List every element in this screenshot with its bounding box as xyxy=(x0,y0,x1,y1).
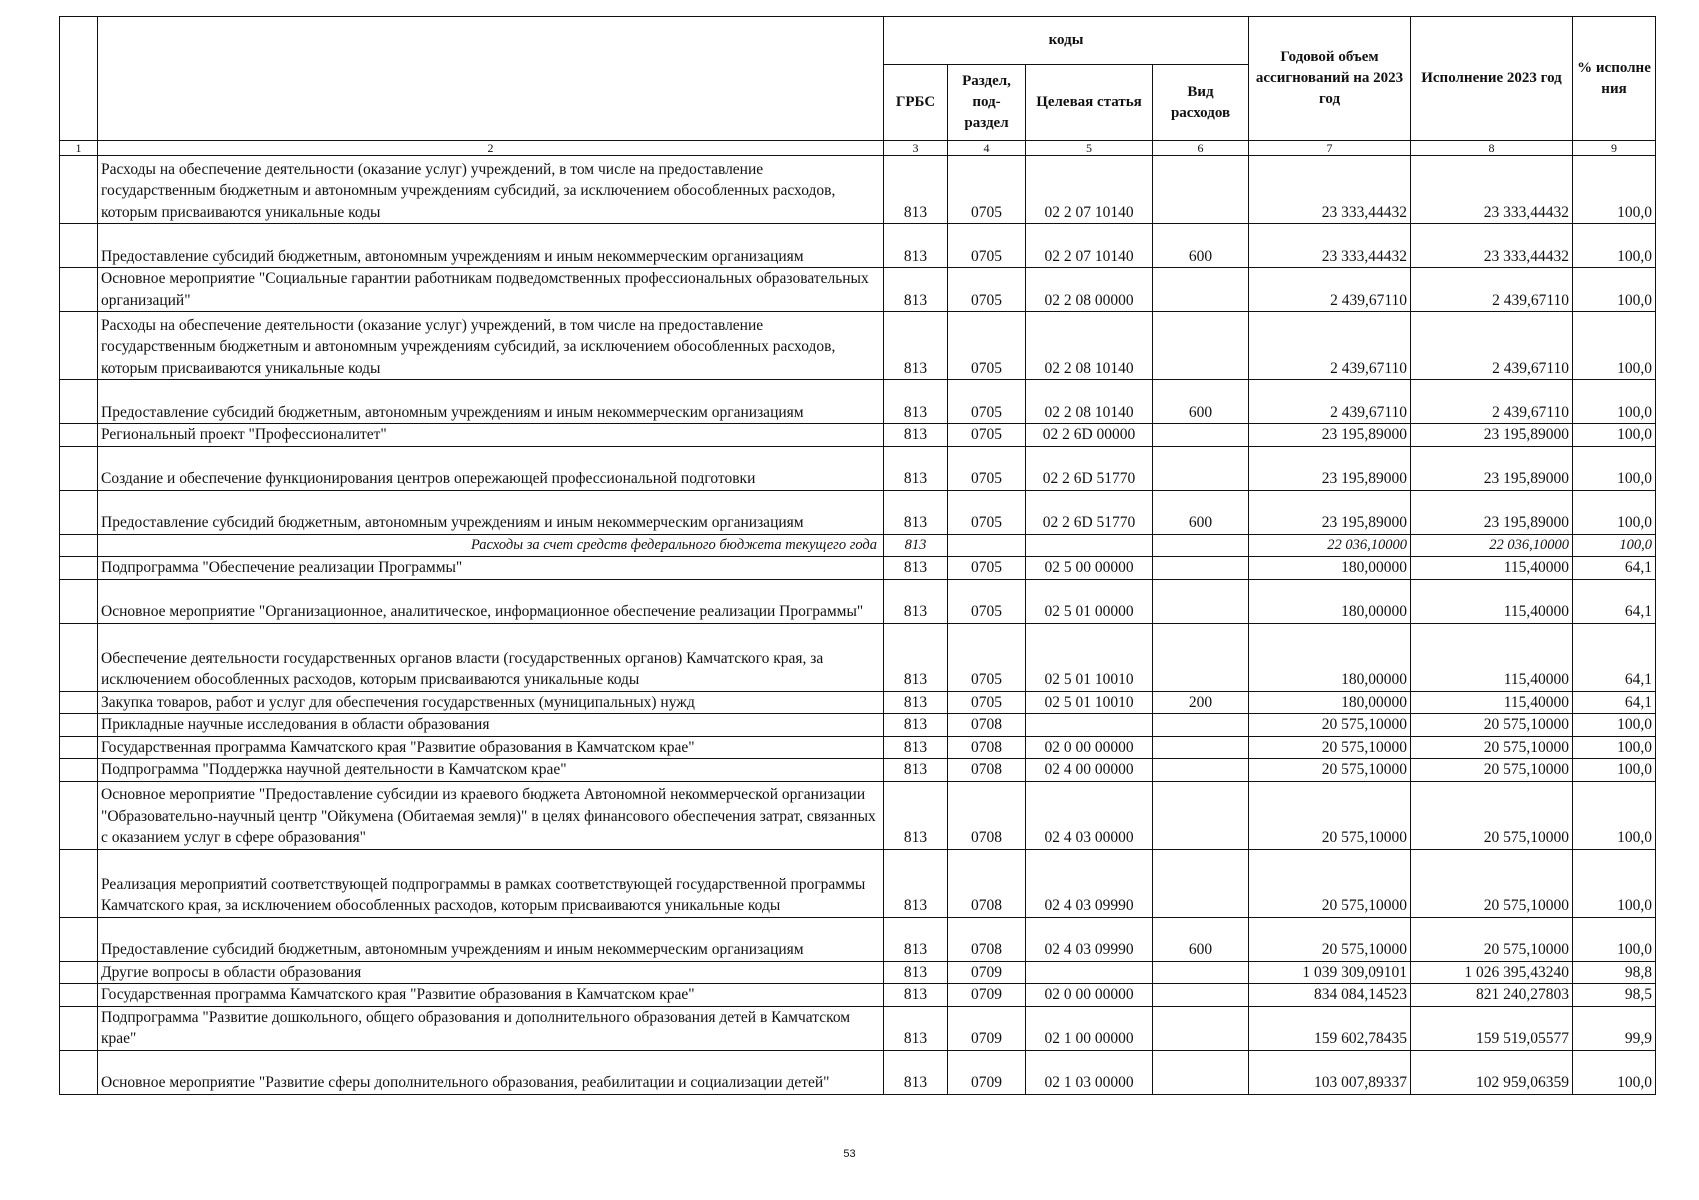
row-annual-cell: 2 439,67110 xyxy=(1249,312,1411,380)
row-percent-cell: 100,0 xyxy=(1573,224,1656,268)
row-percent-cell: 100,0 xyxy=(1573,424,1656,447)
row-expense-type-cell xyxy=(1153,312,1249,380)
row-section-cell: 0709 xyxy=(948,1006,1026,1050)
row-percent-cell: 100,0 xyxy=(1573,312,1656,380)
row-section-cell: 0708 xyxy=(948,917,1026,961)
row-target-cell: 02 2 08 10140 xyxy=(1026,312,1153,380)
row-index-cell xyxy=(60,1050,98,1094)
row-grbs-cell: 813 xyxy=(884,759,948,782)
row-name-cell: Предоставление субсидий бюджетным, автономным учреждениям и иным некоммерческим организациям xyxy=(98,224,884,268)
table-row xyxy=(60,714,1656,737)
row-grbs-cell: 813 xyxy=(884,961,948,984)
row-expense-type-cell: 600 xyxy=(1153,380,1249,424)
row-grbs-cell: 813 xyxy=(884,224,948,268)
row-section-cell: 0705 xyxy=(948,623,1026,691)
column-number: 9 xyxy=(1573,141,1656,156)
table-row xyxy=(60,156,1656,224)
row-percent-cell: 100,0 xyxy=(1573,490,1656,534)
row-target-cell: 02 4 03 09990 xyxy=(1026,849,1153,917)
row-section-cell: 0705 xyxy=(948,268,1026,312)
table-row xyxy=(60,736,1656,759)
row-execution-cell: 23 195,89000 xyxy=(1411,424,1573,447)
row-target-cell: 02 5 00 00000 xyxy=(1026,557,1153,580)
row-annual-cell: 20 575,10000 xyxy=(1249,759,1411,782)
row-expense-type-cell xyxy=(1153,849,1249,917)
row-expense-type-cell xyxy=(1153,759,1249,782)
row-section-cell: 0705 xyxy=(948,446,1026,490)
row-percent-cell: 64,1 xyxy=(1573,623,1656,691)
row-expense-type-cell: 600 xyxy=(1153,224,1249,268)
row-index-cell xyxy=(60,224,98,268)
row-name-cell: Основное мероприятие "Развитие сферы дополнительного образования, реабилитации и социализации детей" xyxy=(98,1050,884,1094)
row-percent-cell: 100,0 xyxy=(1573,380,1656,424)
table-row xyxy=(60,691,1656,714)
row-execution-cell: 23 195,89000 xyxy=(1411,446,1573,490)
row-expense-type-cell: 200 xyxy=(1153,691,1249,714)
row-execution-cell: 20 575,10000 xyxy=(1411,849,1573,917)
row-annual-cell: 180,00000 xyxy=(1249,579,1411,623)
row-grbs-cell: 813 xyxy=(884,781,948,849)
row-index-cell xyxy=(60,490,98,534)
row-execution-cell: 115,40000 xyxy=(1411,691,1573,714)
row-index-cell xyxy=(60,736,98,759)
row-percent-cell: 100,0 xyxy=(1573,917,1656,961)
table-row xyxy=(60,623,1656,691)
row-index-cell xyxy=(60,557,98,580)
row-grbs-cell: 813 xyxy=(884,446,948,490)
row-execution-cell: 115,40000 xyxy=(1411,623,1573,691)
row-name-cell: Реализация мероприятий соответствующей подпрограммы в рамках соответствующей государственной программы Камчатского края, за исключением обособленных расходов, которым присваиваются уникальные коды xyxy=(98,849,884,917)
row-grbs-cell: 813 xyxy=(884,579,948,623)
column-number: 8 xyxy=(1411,141,1573,156)
table-row xyxy=(60,446,1656,490)
row-target-cell: 02 2 07 10140 xyxy=(1026,156,1153,224)
row-execution-cell: 2 439,67110 xyxy=(1411,380,1573,424)
row-target-cell: 02 1 03 00000 xyxy=(1026,1050,1153,1094)
table-row xyxy=(60,490,1656,534)
row-name-cell: Расходы за счет средств федерального бюджета текущего года xyxy=(98,534,884,557)
header-annual: Годовой объем ассигнований на 2023 год xyxy=(1249,17,1411,141)
row-index-cell xyxy=(60,961,98,984)
row-expense-type-cell xyxy=(1153,1006,1249,1050)
row-name-cell: Подпрограмма "Обеспечение реализации Программы" xyxy=(98,557,884,580)
row-target-cell: 02 2 6D 51770 xyxy=(1026,446,1153,490)
table-row xyxy=(60,380,1656,424)
row-execution-cell: 115,40000 xyxy=(1411,557,1573,580)
row-annual-cell: 159 602,78435 xyxy=(1249,1006,1411,1050)
row-name-cell: Закупка товаров, работ и услуг для обеспечения государственных (муниципальных) нужд xyxy=(98,691,884,714)
header-target: Целевая статья xyxy=(1026,65,1153,141)
row-percent-cell: 100,0 xyxy=(1573,534,1656,557)
row-target-cell xyxy=(1026,534,1153,557)
row-index-cell xyxy=(60,917,98,961)
row-annual-cell: 103 007,89337 xyxy=(1249,1050,1411,1094)
row-execution-cell: 20 575,10000 xyxy=(1411,917,1573,961)
row-execution-cell: 20 575,10000 xyxy=(1411,759,1573,782)
row-section-cell: 0705 xyxy=(948,490,1026,534)
row-index-cell xyxy=(60,759,98,782)
row-expense-type-cell xyxy=(1153,268,1249,312)
row-section-cell: 0709 xyxy=(948,961,1026,984)
row-target-cell: 02 5 01 10010 xyxy=(1026,691,1153,714)
row-expense-type-cell: 600 xyxy=(1153,917,1249,961)
row-target-cell: 02 5 01 00000 xyxy=(1026,579,1153,623)
row-execution-cell: 2 439,67110 xyxy=(1411,312,1573,380)
row-target-cell: 02 2 07 10140 xyxy=(1026,224,1153,268)
row-expense-type-cell xyxy=(1153,446,1249,490)
row-target-cell: 02 5 01 10010 xyxy=(1026,623,1153,691)
row-index-cell xyxy=(60,156,98,224)
row-section-cell: 0705 xyxy=(948,424,1026,447)
budget-sheet xyxy=(59,16,1655,1095)
header-percent: % исполне ния xyxy=(1573,17,1656,141)
row-section-cell: 0705 xyxy=(948,691,1026,714)
row-execution-cell: 23 333,44432 xyxy=(1411,224,1573,268)
row-expense-type-cell xyxy=(1153,557,1249,580)
row-index-cell xyxy=(60,446,98,490)
row-percent-cell: 100,0 xyxy=(1573,1050,1656,1094)
row-name-cell: Подпрограмма "Поддержка научной деятельности в Камчатском крае" xyxy=(98,759,884,782)
column-number: 2 xyxy=(98,141,884,156)
row-target-cell: 02 4 00 00000 xyxy=(1026,759,1153,782)
row-grbs-cell: 813 xyxy=(884,424,948,447)
row-grbs-cell: 813 xyxy=(884,156,948,224)
header-execution: Исполнение 2023 год xyxy=(1411,17,1573,141)
row-grbs-cell: 813 xyxy=(884,917,948,961)
row-grbs-cell: 813 xyxy=(884,691,948,714)
row-percent-cell: 100,0 xyxy=(1573,781,1656,849)
row-annual-cell: 1 039 309,09101 xyxy=(1249,961,1411,984)
header-section: Раздел, под-раздел xyxy=(948,65,1026,141)
row-grbs-cell: 813 xyxy=(884,849,948,917)
row-percent-cell: 100,0 xyxy=(1573,156,1656,224)
row-section-cell: 0705 xyxy=(948,380,1026,424)
row-annual-cell: 23 333,44432 xyxy=(1249,224,1411,268)
row-target-cell xyxy=(1026,961,1153,984)
row-section-cell: 0705 xyxy=(948,156,1026,224)
row-percent-cell: 100,0 xyxy=(1573,736,1656,759)
row-grbs-cell: 813 xyxy=(884,268,948,312)
row-index-cell xyxy=(60,312,98,380)
column-number: 3 xyxy=(884,141,948,156)
row-name-cell: Другие вопросы в области образования xyxy=(98,961,884,984)
row-section-cell: 0705 xyxy=(948,579,1026,623)
row-section-cell: 0708 xyxy=(948,759,1026,782)
row-annual-cell: 180,00000 xyxy=(1249,691,1411,714)
row-expense-type-cell xyxy=(1153,781,1249,849)
row-target-cell: 02 4 03 09990 xyxy=(1026,917,1153,961)
row-expense-type-cell xyxy=(1153,156,1249,224)
row-target-cell: 02 2 08 10140 xyxy=(1026,380,1153,424)
row-percent-cell: 100,0 xyxy=(1573,759,1656,782)
row-name-cell: Подпрограмма "Развитие дошкольного, общего образования и дополнительного образования детей в Камчатском крае" xyxy=(98,1006,884,1050)
table-row xyxy=(60,424,1656,447)
row-annual-cell: 2 439,67110 xyxy=(1249,380,1411,424)
header-blank-name xyxy=(98,17,884,141)
row-execution-cell: 20 575,10000 xyxy=(1411,736,1573,759)
row-section-cell: 0705 xyxy=(948,224,1026,268)
row-annual-cell: 180,00000 xyxy=(1249,623,1411,691)
header-grbs: ГРБС xyxy=(884,65,948,141)
row-annual-cell: 23 195,89000 xyxy=(1249,424,1411,447)
row-expense-type-cell xyxy=(1153,623,1249,691)
row-index-cell xyxy=(60,691,98,714)
table-row xyxy=(60,312,1656,380)
row-execution-cell: 1 026 395,43240 xyxy=(1411,961,1573,984)
column-number: 5 xyxy=(1026,141,1153,156)
row-section-cell: 0708 xyxy=(948,781,1026,849)
table-row xyxy=(60,917,1656,961)
row-section-cell: 0708 xyxy=(948,714,1026,737)
row-section-cell: 0709 xyxy=(948,1050,1026,1094)
row-section-cell: 0708 xyxy=(948,736,1026,759)
row-grbs-cell: 813 xyxy=(884,623,948,691)
row-annual-cell: 20 575,10000 xyxy=(1249,714,1411,737)
row-annual-cell: 180,00000 xyxy=(1249,557,1411,580)
row-annual-cell: 834 084,14523 xyxy=(1249,984,1411,1007)
column-number: 6 xyxy=(1153,141,1249,156)
row-annual-cell: 20 575,10000 xyxy=(1249,781,1411,849)
row-execution-cell: 159 519,05577 xyxy=(1411,1006,1573,1050)
row-expense-type-cell xyxy=(1153,424,1249,447)
row-index-cell xyxy=(60,1006,98,1050)
row-target-cell: 02 4 03 00000 xyxy=(1026,781,1153,849)
row-execution-cell: 821 240,27803 xyxy=(1411,984,1573,1007)
row-index-cell xyxy=(60,781,98,849)
row-index-cell xyxy=(60,623,98,691)
row-name-cell: Основное мероприятие "Организационное, аналитическое, информационное обеспечение реализации Программы" xyxy=(98,579,884,623)
row-grbs-cell: 813 xyxy=(884,714,948,737)
table-row xyxy=(60,1006,1656,1050)
row-name-cell: Расходы на обеспечение деятельности (оказание услуг) учреждений, в том числе на предоставление государственным бюджетным и автономным учреждениям субсидий, за исключением обособленных расходов, которым присваиваются уникальные коды xyxy=(98,156,884,224)
row-percent-cell: 100,0 xyxy=(1573,446,1656,490)
page-number: 53 xyxy=(843,1148,856,1160)
row-name-cell: Основное мероприятие "Предоставление субсидии из краевого бюджета Автономной некоммерческой организации "Образовательно-научный центр "Ойкумена (Обитаемая земля)" в целях финансового обеспечения затрат, связанных с оказанием услуг в сфере образования" xyxy=(98,781,884,849)
budget-table xyxy=(59,16,1656,1095)
row-index-cell xyxy=(60,268,98,312)
row-percent-cell: 99,9 xyxy=(1573,1006,1656,1050)
row-expense-type-cell xyxy=(1153,579,1249,623)
row-target-cell: 02 0 00 00000 xyxy=(1026,736,1153,759)
row-percent-cell: 98,5 xyxy=(1573,984,1656,1007)
row-name-cell: Государственная программа Камчатского края "Развитие образования в Камчатском крае" xyxy=(98,984,884,1007)
table-body xyxy=(60,156,1656,1095)
row-percent-cell: 98,8 xyxy=(1573,961,1656,984)
row-annual-cell: 22 036,10000 xyxy=(1249,534,1411,557)
header-blank-index xyxy=(60,17,98,141)
row-expense-type-cell xyxy=(1153,534,1249,557)
row-section-cell: 0709 xyxy=(948,984,1026,1007)
row-execution-cell: 22 036,10000 xyxy=(1411,534,1573,557)
row-execution-cell: 23 195,89000 xyxy=(1411,490,1573,534)
row-percent-cell: 64,1 xyxy=(1573,579,1656,623)
row-grbs-cell: 813 xyxy=(884,1006,948,1050)
row-percent-cell: 64,1 xyxy=(1573,691,1656,714)
row-annual-cell: 23 195,89000 xyxy=(1249,446,1411,490)
row-section-cell: 0705 xyxy=(948,557,1026,580)
row-execution-cell: 102 959,06359 xyxy=(1411,1050,1573,1094)
row-annual-cell: 20 575,10000 xyxy=(1249,849,1411,917)
column-number: 7 xyxy=(1249,141,1411,156)
row-name-cell: Создание и обеспечение функционирования центров опережающей профессиональной подготовки xyxy=(98,446,884,490)
row-expense-type-cell xyxy=(1153,961,1249,984)
row-expense-type-cell xyxy=(1153,1050,1249,1094)
row-percent-cell: 100,0 xyxy=(1573,849,1656,917)
row-index-cell xyxy=(60,380,98,424)
row-expense-type-cell xyxy=(1153,736,1249,759)
row-name-cell: Государственная программа Камчатского края "Развитие образования в Камчатском крае" xyxy=(98,736,884,759)
row-name-cell: Основное мероприятие "Социальные гарантии работникам подведомственных профессиональных образовательных организаций" xyxy=(98,268,884,312)
row-execution-cell: 20 575,10000 xyxy=(1411,714,1573,737)
row-target-cell: 02 2 6D 00000 xyxy=(1026,424,1153,447)
row-annual-cell: 2 439,67110 xyxy=(1249,268,1411,312)
row-percent-cell: 100,0 xyxy=(1573,268,1656,312)
row-name-cell: Предоставление субсидий бюджетным, автономным учреждениям и иным некоммерческим организациям xyxy=(98,917,884,961)
row-expense-type-cell xyxy=(1153,984,1249,1007)
row-name-cell: Предоставление субсидий бюджетным, автономным учреждениям и иным некоммерческим организациям xyxy=(98,380,884,424)
row-grbs-cell: 813 xyxy=(884,984,948,1007)
row-index-cell xyxy=(60,534,98,557)
column-number-row xyxy=(60,141,1656,156)
row-annual-cell: 20 575,10000 xyxy=(1249,917,1411,961)
row-percent-cell: 100,0 xyxy=(1573,714,1656,737)
row-section-cell xyxy=(948,534,1026,557)
table-row xyxy=(60,557,1656,580)
row-index-cell xyxy=(60,579,98,623)
row-index-cell xyxy=(60,984,98,1007)
header-expense-type: Вид расходов xyxy=(1153,65,1249,141)
row-index-cell xyxy=(60,714,98,737)
column-number: 4 xyxy=(948,141,1026,156)
table-row xyxy=(60,224,1656,268)
row-target-cell: 02 0 00 00000 xyxy=(1026,984,1153,1007)
row-expense-type-cell xyxy=(1153,714,1249,737)
row-target-cell: 02 2 08 00000 xyxy=(1026,268,1153,312)
row-grbs-cell: 813 xyxy=(884,312,948,380)
row-target-cell xyxy=(1026,714,1153,737)
row-grbs-cell: 813 xyxy=(884,1050,948,1094)
row-name-cell: Предоставление субсидий бюджетным, автономным учреждениям и иным некоммерческим организациям xyxy=(98,490,884,534)
row-section-cell: 0708 xyxy=(948,849,1026,917)
row-grbs-cell: 813 xyxy=(884,534,948,557)
row-execution-cell: 2 439,67110 xyxy=(1411,268,1573,312)
table-row xyxy=(60,1050,1656,1094)
table-row xyxy=(60,268,1656,312)
table-row xyxy=(60,961,1656,984)
row-annual-cell: 23 195,89000 xyxy=(1249,490,1411,534)
column-number: 1 xyxy=(60,141,98,156)
table-row xyxy=(60,849,1656,917)
row-grbs-cell: 813 xyxy=(884,380,948,424)
table-row xyxy=(60,534,1656,557)
row-annual-cell: 23 333,44432 xyxy=(1249,156,1411,224)
table-row xyxy=(60,579,1656,623)
row-index-cell xyxy=(60,424,98,447)
row-name-cell: Региональный проект "Профессионалитет" xyxy=(98,424,884,447)
row-execution-cell: 115,40000 xyxy=(1411,579,1573,623)
table-row xyxy=(60,781,1656,849)
header-codes: коды xyxy=(884,17,1249,65)
row-grbs-cell: 813 xyxy=(884,557,948,580)
row-expense-type-cell: 600 xyxy=(1153,490,1249,534)
row-grbs-cell: 813 xyxy=(884,490,948,534)
row-name-cell: Прикладные научные исследования в области образования xyxy=(98,714,884,737)
row-name-cell: Расходы на обеспечение деятельности (оказание услуг) учреждений, в том числе на предоставление государственным бюджетным и автономным учреждениям субсидий, за исключением обособленных расходов, которым присваиваются уникальные коды xyxy=(98,312,884,380)
row-name-cell: Обеспечение деятельности государственных органов власти (государственных органов) Камчатского края, за исключением обособленных расходов, которым присваиваются уникальные коды xyxy=(98,623,884,691)
row-grbs-cell: 813 xyxy=(884,736,948,759)
row-percent-cell: 64,1 xyxy=(1573,557,1656,580)
row-target-cell: 02 2 6D 51770 xyxy=(1026,490,1153,534)
row-section-cell: 0705 xyxy=(948,312,1026,380)
table-row xyxy=(60,759,1656,782)
table-row xyxy=(60,984,1656,1007)
row-target-cell: 02 1 00 00000 xyxy=(1026,1006,1153,1050)
row-execution-cell: 20 575,10000 xyxy=(1411,781,1573,849)
row-execution-cell: 23 333,44432 xyxy=(1411,156,1573,224)
row-index-cell xyxy=(60,849,98,917)
row-annual-cell: 20 575,10000 xyxy=(1249,736,1411,759)
